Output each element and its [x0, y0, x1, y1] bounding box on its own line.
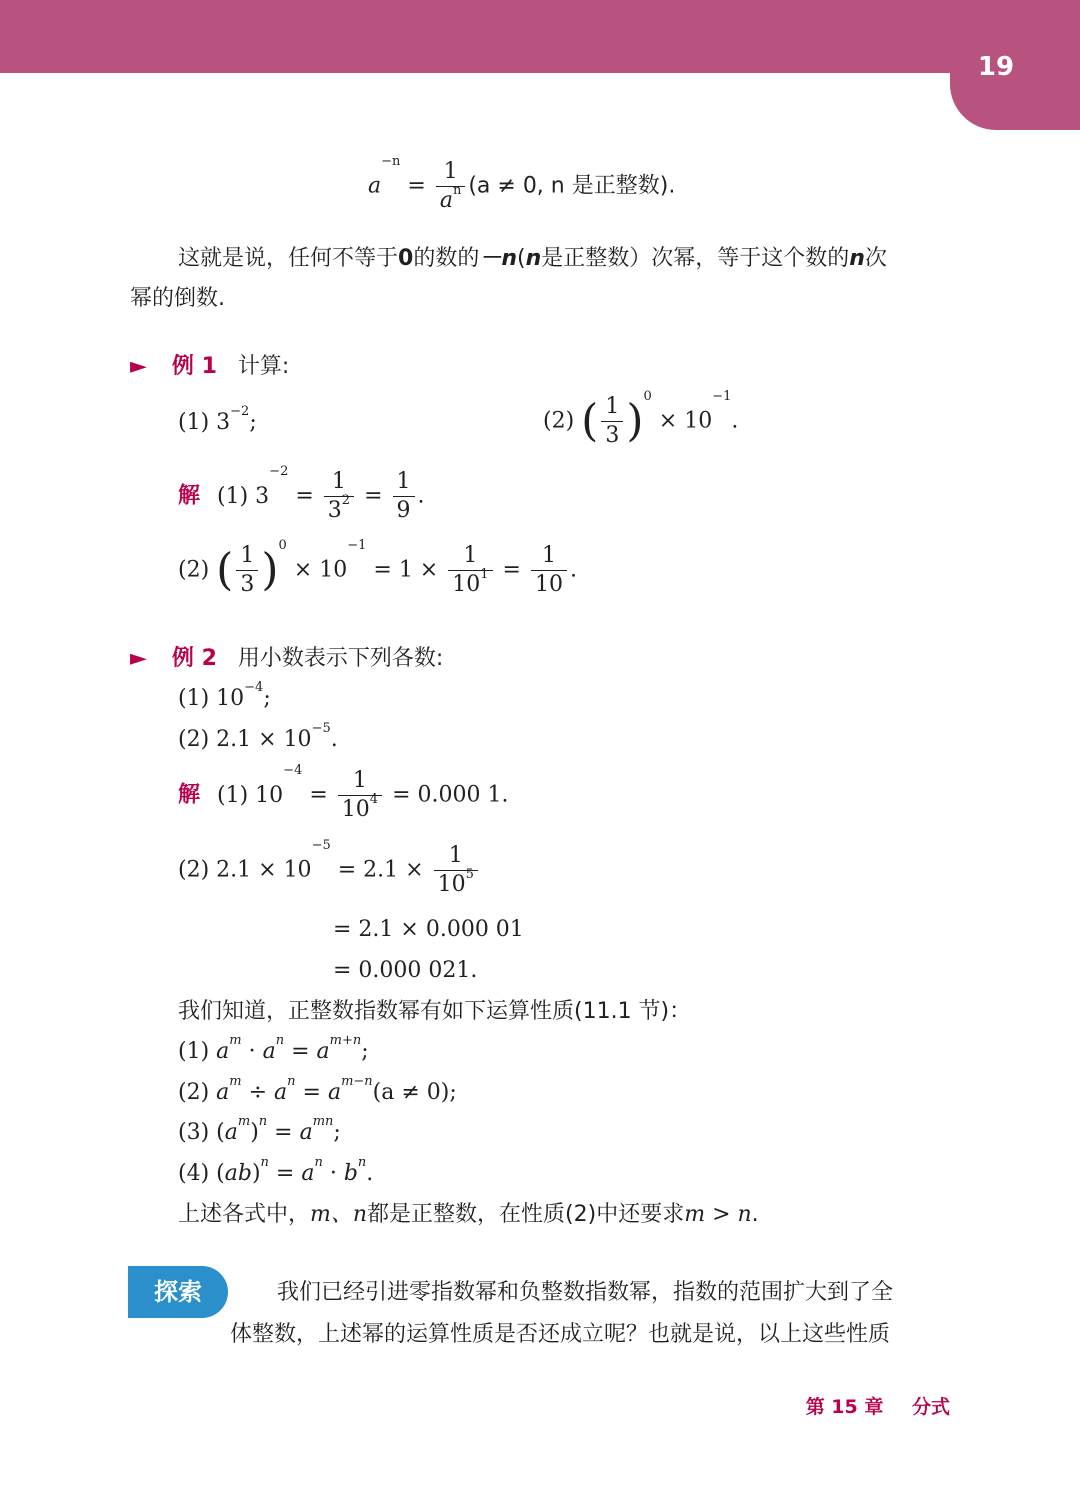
explore-line-1: 我们已经引进零指数幂和负整数指数幂，指数的范围扩大到了全 [277, 1280, 894, 1305]
example-1-solution-1: 解 (1) $3^{-2}$ = $\frac{1}{3^2}$ = $\frac{1}{9}$ . [178, 464, 425, 523]
example-2-question-2: (2) $2.1 \times 10^{-5}$. [178, 721, 338, 752]
chapter-footer [806, 1392, 950, 1419]
triangle-marker-icon: ► [130, 646, 147, 671]
example-2-heading: ► 例 2 用小数表示下列各数: [130, 646, 444, 671]
definition-formula: $a^{-n}$ = $\frac{1}{a^n}$ (a ≠ 0, n 是正整数). [368, 154, 676, 213]
example-2-question-1: (1) $10^{-4}$; [178, 680, 271, 711]
header-band [0, 0, 1080, 73]
example-2-solution-2-step-3: = 0.000 021. [333, 958, 478, 983]
example-2-solution-2-step-2: = 2.1 × 0.000 01 [333, 917, 524, 942]
page-number: 19 [977, 52, 1015, 82]
chapter-title: 分式 [911, 1396, 950, 1418]
chapter-number: 第 15 章 [805, 1396, 884, 1418]
page-number-tab [950, 0, 1080, 130]
properties-intro: 我们知道，正整数指数幂有如下运算性质(11.1 节)： [178, 999, 692, 1024]
example-1-question-2: (2) ( $\frac{1}{3}$ )$^0 \times 10^{-1}$. [543, 389, 739, 448]
explore-line-2: 体整数，上述幂的运算性质是否还成立呢？也就是说，以上这些性质 [230, 1322, 891, 1347]
paragraph-line-1: 这就是说，任何不等于0的数的－n(n是正整数）次幂，等于这个数的n次 [178, 246, 887, 271]
property-3: (3) $(a^m)^n = a^{mn}$; [178, 1114, 341, 1145]
example-1-solution-2: (2) ( $\frac{1}{3}$ )$^0 \times 10^{-1} = 1$ × $\frac{1}{10^1}$ = $\frac{1}{10}$ . [178, 538, 577, 597]
triangle-marker-icon: ► [130, 354, 147, 379]
property-1: (1) $a^m \cdot a^n = a^{m+n}$; [178, 1033, 369, 1064]
example-2-solution-1: 解 (1) $10^{-4}$ = $\frac{1}{10^4}$ = 0.000 1. [178, 763, 509, 822]
example-2-solution-2: (2) $2.1 \times 10^{-5} = 2.1$ × $\frac{1}{10^5}$ [178, 842, 481, 899]
property-2: (2) $a^m \div a^n = a^{m-n}(a \ne 0)$; [178, 1074, 457, 1105]
explore-badge: 探索 [128, 1266, 228, 1318]
example-1-heading: ► 例 1 计算: [130, 354, 290, 379]
paragraph-line-2: 幂的倒数. [130, 286, 225, 311]
property-4: (4) $(ab)^n = a^n \cdot b^n$. [178, 1155, 374, 1186]
properties-note: 上述各式中，m、n都是正整数，在性质(2)中还要求m > n. [178, 1202, 759, 1227]
example-1-question-1: (1) $3^{-2}$; [178, 404, 257, 435]
